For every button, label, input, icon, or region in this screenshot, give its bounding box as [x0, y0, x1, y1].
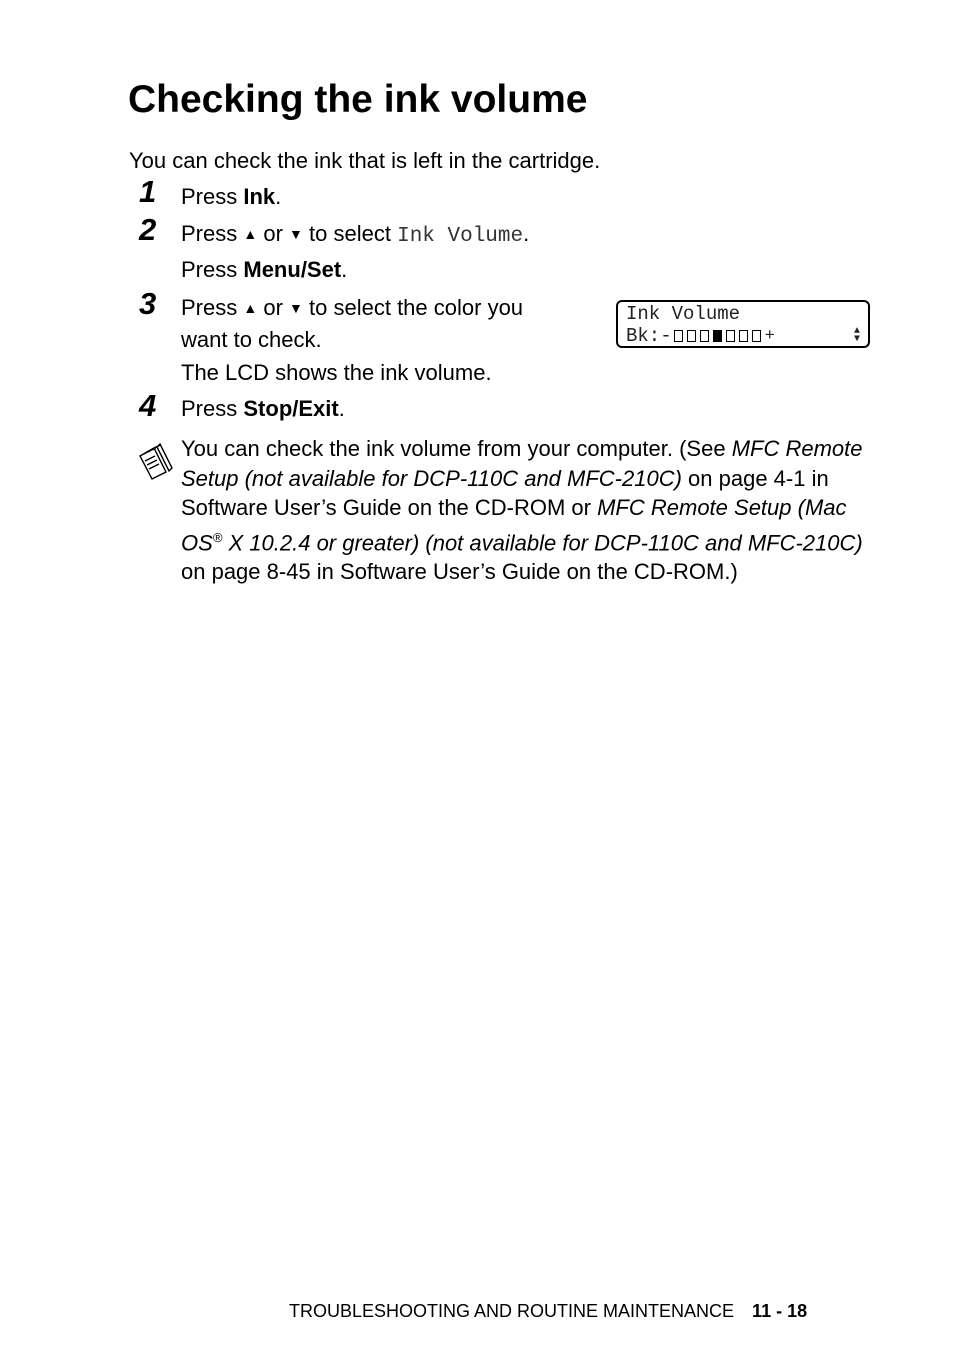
step-1-text [181, 182, 281, 211]
note-part: You can check the ink volume from your computer. (See [181, 436, 732, 461]
lcd-shows-text: The LCD shows the ink volume. [181, 360, 492, 385]
note-pad-icon [136, 442, 176, 480]
ink-level-cell [700, 330, 709, 342]
ink-level-cell [726, 330, 735, 342]
press-label: Press [181, 295, 238, 320]
ink-level-cell [752, 330, 761, 342]
footer-section-title: TROUBLESHOOTING AND ROUTINE MAINTENANCE [289, 1301, 735, 1321]
ink-level-cell [713, 330, 722, 342]
down-arrow-icon: ▼ [289, 300, 303, 316]
to-select-label: to select [309, 221, 391, 246]
ink-level-cells [674, 330, 765, 342]
step-number-3: 3 [139, 286, 157, 321]
step-number-4: 4 [139, 388, 157, 423]
lcd-line-1: Ink Volume [626, 303, 741, 325]
footer [289, 1301, 807, 1322]
stop-exit-key-label: Stop/Exit [243, 396, 339, 421]
down-arrow-icon: ▼ [289, 226, 303, 242]
lcd-bk-label: Bk:- [626, 325, 672, 347]
note-link-mfc-remote-setup-mac-cont: X 10.2.4 or greater) (not available for DCP-110C and MFC-210C) [222, 529, 863, 555]
note-link-mfc-remote-setup: MFC Remote Setup (not available for DCP-110C and MFC-210C) [181, 436, 863, 491]
ink-level-cell [674, 330, 683, 342]
period: . [338, 396, 345, 421]
note-link-mfc-remote-setup-mac: MFC Remote Setup (Mac OS [181, 495, 847, 555]
to-select-color-label: to select the color you [309, 295, 524, 320]
registered-mark: ® [212, 529, 223, 545]
page-number: 11 - 18 [752, 1301, 808, 1321]
intro-text: You can check the ink that is left in the cartridge. [129, 148, 601, 173]
press-label: Press [181, 396, 238, 421]
note-part: on page 8-45 in Software User’s Guide on the CD-ROM.) [181, 559, 738, 585]
or-label: or [263, 221, 283, 246]
press-label: Press [181, 184, 238, 209]
scroll-arrows-icon: ▲ ▼ [853, 326, 860, 345]
up-arrow-icon: ▲ [243, 226, 258, 242]
period: . [341, 257, 348, 282]
menu-set-key-label: Menu/Set [243, 257, 342, 282]
lcd-display [616, 300, 870, 348]
step-number-2: 2 [139, 212, 157, 247]
ink-volume-menu-text: Ink Volume [397, 225, 524, 248]
step-2-text [181, 219, 529, 251]
ink-level-cell [739, 330, 748, 342]
ink-key-label: Ink [243, 184, 276, 209]
lcd-plus-label: + [764, 326, 775, 346]
want-to-check-label: want to check. [181, 327, 322, 352]
press-label: Press [181, 257, 238, 282]
note-text [181, 434, 881, 587]
step-3-text [181, 293, 523, 354]
period: . [523, 221, 530, 246]
note-part: on page 4-1 in Software User’s Guide on the CD-ROM or [181, 465, 829, 520]
lcd-line-2 [626, 325, 775, 347]
page-title: Checking the ink volume [128, 78, 588, 121]
press-label: Press [181, 221, 238, 246]
period: . [275, 184, 282, 209]
step-2-text-b [181, 255, 347, 284]
up-arrow-icon: ▲ [243, 300, 258, 316]
ink-level-cell [687, 330, 696, 342]
step-number-1: 1 [139, 174, 157, 209]
step-4-text [181, 394, 345, 423]
or-label: or [263, 295, 283, 320]
